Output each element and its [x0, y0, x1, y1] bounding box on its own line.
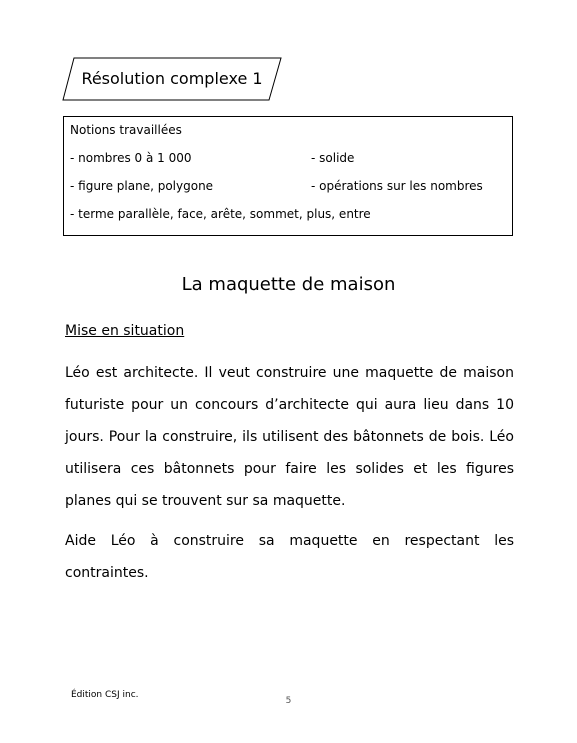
notion-item: - figure plane, polygone — [70, 179, 214, 193]
instruction-paragraph: Aide Léo à construire sa maquette en respectant les contraintes. — [65, 533, 514, 581]
page-number: 5 — [285, 696, 292, 706]
notion-item: - terme parallèle, face, arête, sommet, plus, entre — [70, 207, 371, 221]
notion-item: - solide — [311, 151, 355, 165]
page-title: La maquette de maison — [181, 274, 396, 295]
notions-heading: Notions travaillées — [70, 123, 182, 137]
section-label: Mise en situation — [65, 323, 185, 339]
title-banner — [62, 57, 282, 101]
exercise-title: Résolution complexe 1 — [81, 69, 263, 88]
situation-paragraph: Léo est architecte. Il veut construire une maquette de maison futuriste pour un concours d’architecte qui aura lieu dans 10 jours. Pour la construire, ils utilisent des bâtonnets de bois. Léo utilisera ces bâtonnets pour faire les solides et les figures planes qui se trouvent sur sa maquette. — [65, 365, 514, 509]
notion-item: - nombres 0 à 1 000 — [70, 151, 192, 165]
notion-item: - opérations sur les nombres — [311, 179, 483, 193]
notions-box — [63, 116, 513, 236]
publisher-footer: Édition CSJ inc. — [71, 690, 139, 700]
